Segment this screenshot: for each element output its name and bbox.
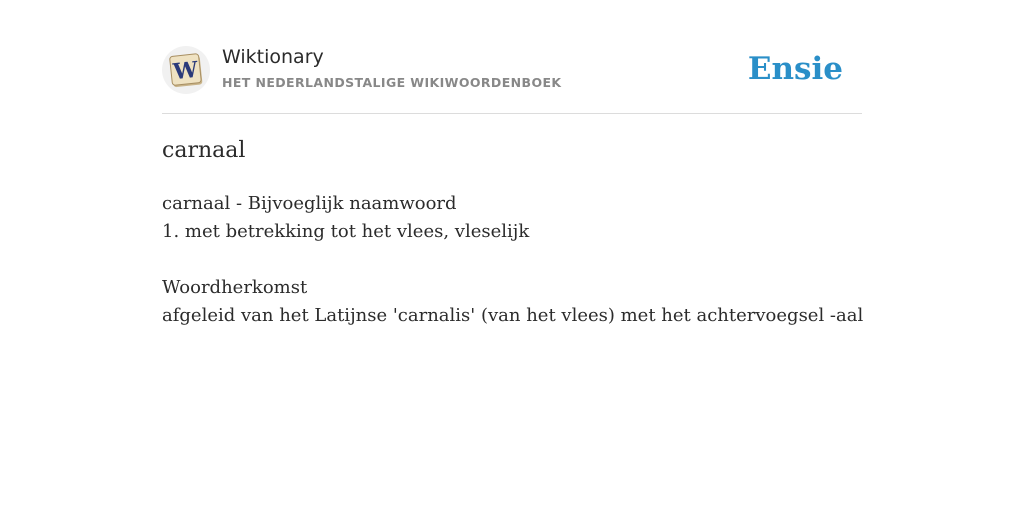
site-name[interactable]: Wiktionary xyxy=(222,46,324,68)
logo-tile-graphic xyxy=(162,46,210,94)
entry-title: carnaal xyxy=(162,138,246,163)
spacer xyxy=(162,246,882,274)
etymology-heading: Woordherkomst xyxy=(162,277,308,298)
definition-heading: carnaal - Bijvoeglijk naamwoord xyxy=(162,193,457,214)
logo-letter: W xyxy=(171,56,200,86)
site-tagline: HET NEDERLANDSTALIGE WIKIWOORDENBOEK xyxy=(222,75,562,90)
wiktionary-logo-icon[interactable] xyxy=(162,46,210,94)
etymology-text: afgeleid van het Latijnse 'carnalis' (van het vlees) met het achtervoegsel -aal xyxy=(162,305,864,326)
site-header xyxy=(162,44,862,114)
ensie-logo-link[interactable]: Ensie xyxy=(747,51,843,87)
entry-body xyxy=(162,190,882,330)
definition-item: 1. met betrekking tot het vlees, vleselijk xyxy=(162,221,530,242)
